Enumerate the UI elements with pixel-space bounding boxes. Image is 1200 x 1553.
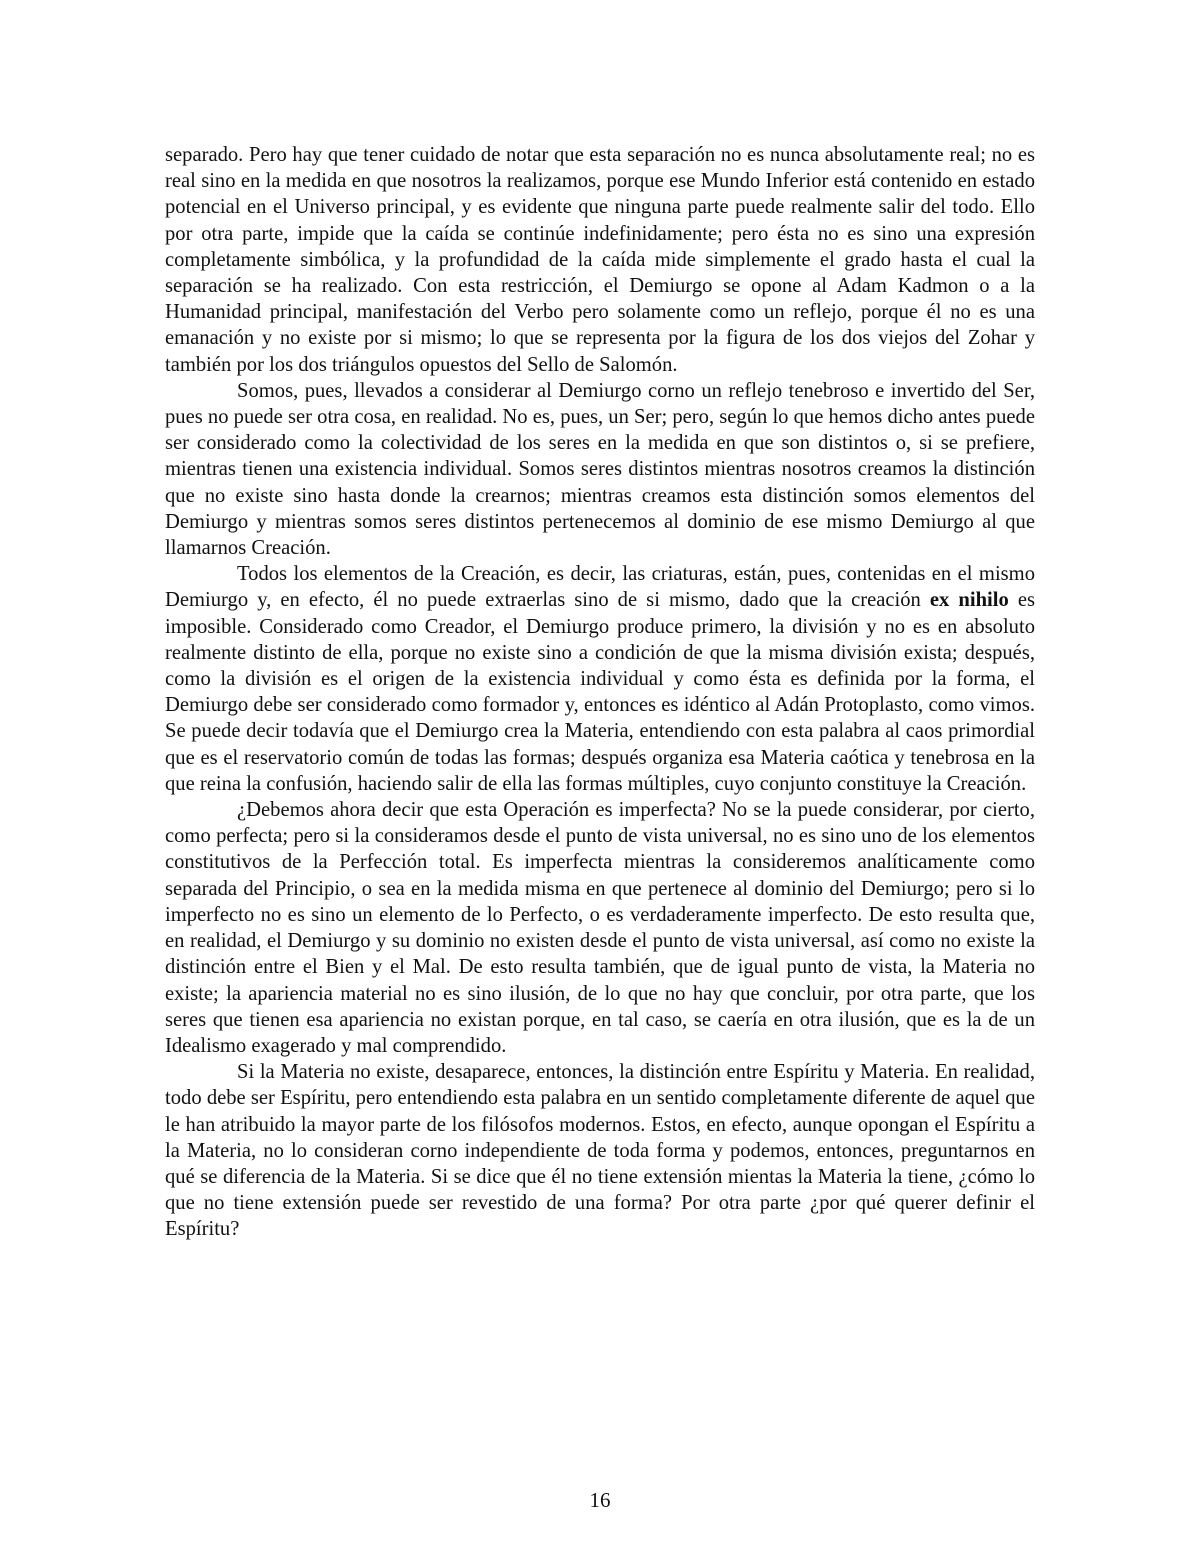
paragraph-text: Si la Materia no existe, desaparece, entonces, la distinción entre Espíritu y Materia. En realidad, todo debe ser Espíritu, pero entendiendo esta palabra en un sentido completamente diferente de aquel que le han atribuido la mayor parte de los filósofos modernos. Estos, en efecto, aunque opongan el Espíritu a la Materia, no lo consideran corno independiente de toda forma y podemos, entonces, preguntarnos en qué se diferencia de la Materia. Si se dice que él no tiene extensión mientas la Materia la tiene, ¿cómo lo que no tiene extensión puede ser revestido de una forma? Por otra parte ¿por qué querer definir el Espíritu? bbox=[165, 1061, 1035, 1241]
body-text bbox=[165, 142, 1035, 1243]
page-number: 16 bbox=[589, 1488, 611, 1512]
paragraph-text: es imposible. Considerado como Creador, el Demiurgo produce primero, la división y no es en absoluto realmente distinto de ella, porque no existe sino a condición de que la misma división exista; después, como la división es el origen de la existencia individual y como ésta es definida por la forma, el Demiurgo debe ser considerado como formador y, entonces es idéntico al Adán Protoplasto, como vimos. Se puede decir todavía que el Demiurgo crea la Materia, entendiendo con esta palabra al caos primordial que es el reservatorio común de todas las formas; después organiza esa Materia caótica y tenebrosa en la que reina la confusión, haciendo salir de ella las formas múltiples, cuyo conjunto constituye la Creación. bbox=[165, 589, 1035, 795]
paragraph-1 bbox=[165, 142, 1035, 378]
paragraph-text: Todos los elementos de la Creación, es decir, las criaturas, están, pues, contenidas en el mismo Demiurgo y, en efecto, él no puede extraerlas sino de si mismo, dado que la creación bbox=[165, 563, 1035, 612]
emphasis-ex-nihilo: ex nihilo bbox=[929, 589, 1009, 612]
paragraph-5 bbox=[165, 1059, 1035, 1242]
paragraph-4 bbox=[165, 797, 1035, 1059]
paragraph-2 bbox=[165, 378, 1035, 561]
paragraph-3 bbox=[165, 561, 1035, 797]
paragraph-text: separado. Pero hay que tener cuidado de notar que esta separación no es nunca absolutamente real; no es real sino en la medida en que nosotros la realizamos, porque ese Mundo Inferior está contenido en estado potencial en el Universo principal, y es evidente que ninguna parte puede realmente salir del todo. Ello por otra parte, impide que la caída se continúe indefinidamente; pero ésta no es sino una expresión completamente simbólica, y la profundidad de la caída mide simplemente el grado hasta el cual la separación se ha realizado. Con esta restricción, el Demiurgo se opone al Adam Kadmon o a la Humanidad principal, manifestación del Verbo pero solamente como un reflejo, porque él no es una emanación y no existe por si mismo; lo que se representa por la figura de los dos viejos del Zohar y también por los dos triángulos opuestos del Sello de Salomón. bbox=[165, 144, 1035, 376]
paragraph-text: ¿Debemos ahora decir que esta Operación es imperfecta? No se la puede considerar, por cierto, como perfecta; pero si la consideramos desde el punto de vista universal, no es sino uno de los elementos constitutivos de la Perfección total. Es imperfecta mientras la consideremos analíticamente como separada del Principio, o sea en la medida misma en que pertenece al dominio del Demiurgo; pero si lo imperfecto no es sino un elemento de lo Perfecto, o es verdaderamente imperfecto. De esto resulta que, en realidad, el Demiurgo y su dominio no existen desde el punto de vista universal, así como no existe la distinción entre el Bien y el Mal. De esto resulta también, que de igual punto de vista, la Materia no existe; la apariencia material no es sino ilusión, de lo que no hay que concluir, por otra parte, que los seres que tienen esa apariencia no existan porque, en tal caso, se caería en otra ilusión, que es la de un Idealismo exagerado y mal comprendido. bbox=[165, 799, 1035, 1057]
paragraph-text: Somos, pues, llevados a considerar al Demiurgo corno un reflejo tenebroso e invertido del Ser, pues no puede ser otra cosa, en realidad. No es, pues, un Ser; pero, según lo que hemos dicho antes puede ser considerado como la colectividad de los seres en la medida en que son distintos o, si se prefiere, mientras tienen una existencia individual. Somos seres distintos mientras nosotros creamos la distinción que no existe sino hasta donde la crearnos; mientras creamos esta distinción somos elementos del Demiurgo y mientras somos seres distintos pertenecemos al dominio de ese mismo Demiurgo al que llamarnos Creación. bbox=[165, 379, 1035, 560]
